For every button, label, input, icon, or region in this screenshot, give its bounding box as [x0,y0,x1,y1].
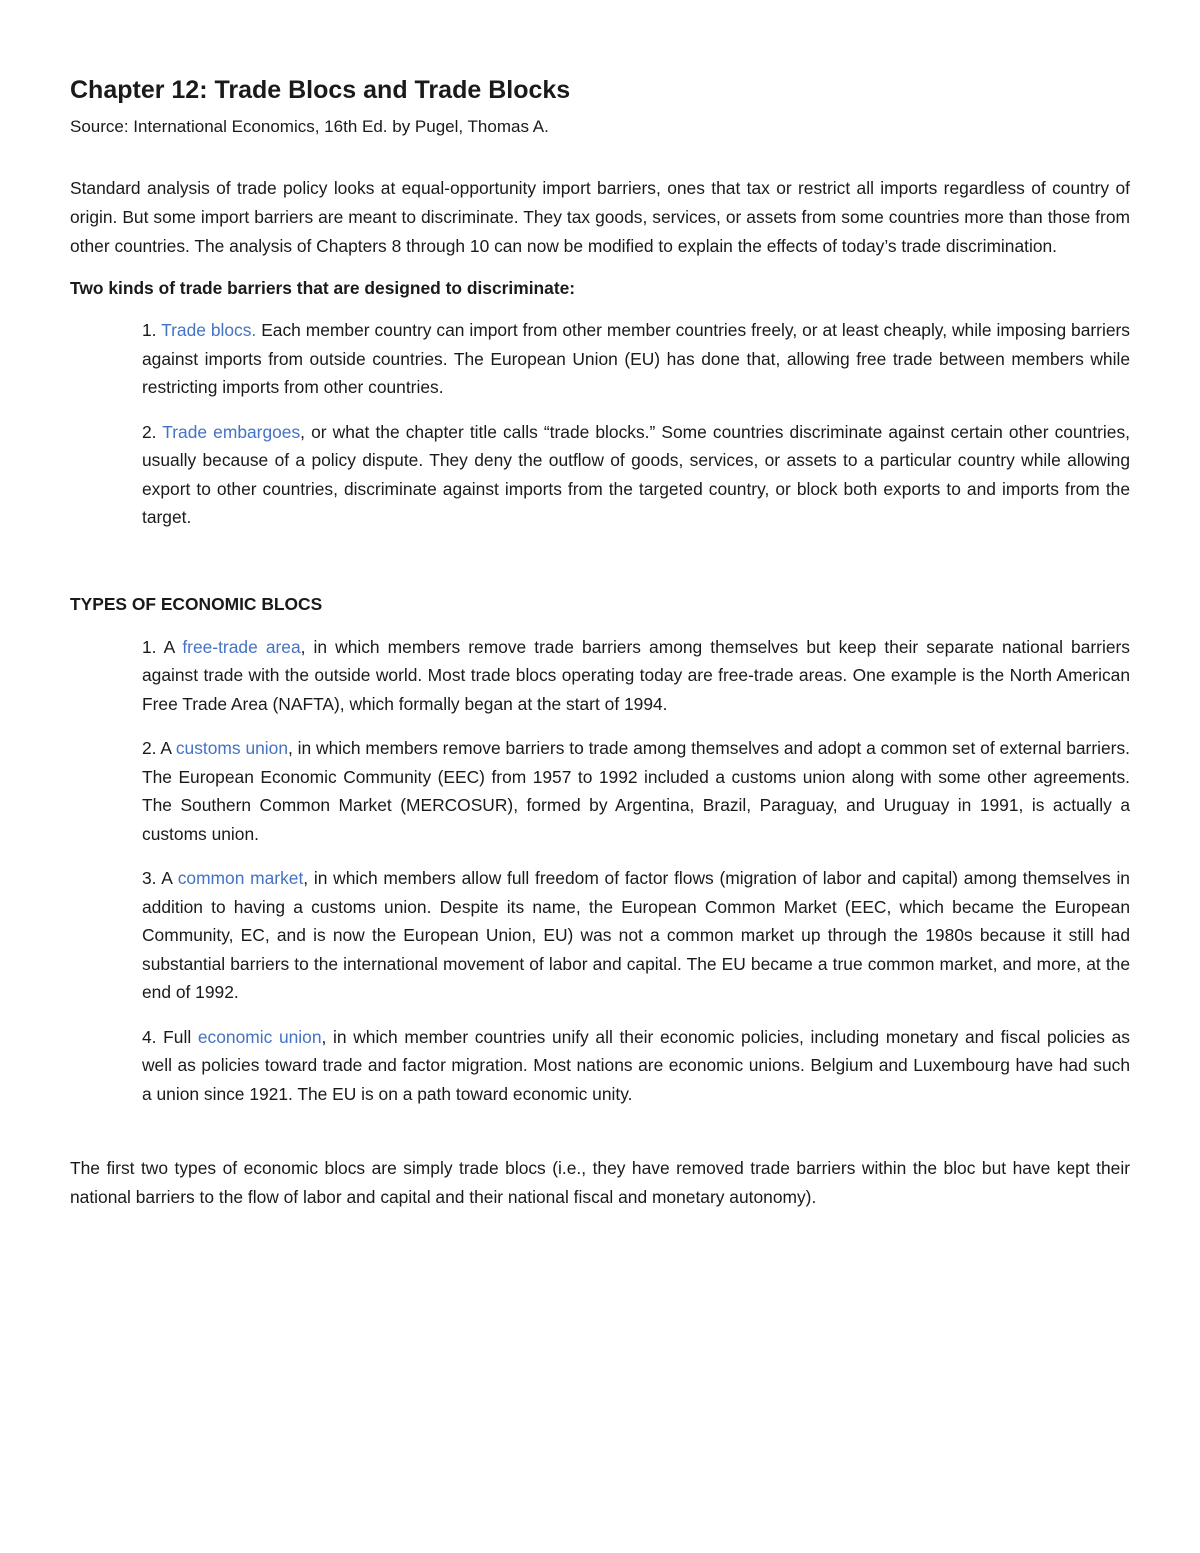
term-free-trade-area: free-trade area [182,636,301,657]
document-page [70,72,1130,1225]
types-heading: TYPES OF ECONOMIC BLOCS [70,593,323,614]
term-trade-embargoes: Trade embargoes [162,421,301,442]
chapter-title: Chapter 12: Trade Blocs and Trade Blocks [70,76,571,104]
intro-paragraph: Standard analysis of trade policy looks at equal-opportunity import barriers, ones that tax or restrict all imports regardless of country of origin. But some import barriers are meant to discriminate. They tax goods, services, or assets from some countries more than those from other countries. The analysis of Chapters 8 through 10 can now be modified to explain the effects of today’s trade discrimination. [70,178,1130,256]
item-number: 2. A [142,738,176,758]
item-number: 2. [142,421,163,442]
term-trade-blocs: Trade blocs. [161,320,257,340]
discrimination-item-trade-embargoes [142,418,1130,532]
conclusion-paragraph: The first two types of economic blocs are simply trade blocs (i.e., they have removed trade barriers within the bloc but have kept their national barriers to the flow of labor and capital and their national fiscal and monetary autonomy). [70,1158,1130,1207]
item-text: , or what the chapter title calls “trade blocks.” Some countries discriminate against certain other countries, usually because of a policy dispute. They deny the outflow of goods, services, or assets to a particular country while allowing export to other countries, discriminate against imports from the targeted country, or block both exports to and imports from the target. [142,421,1130,527]
term-customs-union: customs union [175,738,288,758]
item-number: 1. [142,320,162,340]
item-number: 3. A [142,868,178,888]
discrimination-heading: Two kinds of trade barriers that are designed to discriminate: [70,278,576,298]
item-number: 4. Full [142,1026,198,1047]
term-economic-union: economic union [197,1026,322,1047]
item-text: , in which members remove barriers to trade among themselves and adopt a common set of external barriers. The European Economic Community (EEC) from 1957 to 1992 included a customs union along with some other agreements. The Southern Common Market (MERCOSUR), formed by Argentina, Brazil, Paraguay, and Uruguay in 1991, is actually a customs union. [142,738,1130,844]
type-item-economic-union [142,1023,1130,1109]
item-text: , in which members remove trade barriers among themselves but keep their separate national barriers against trade with the outside world. Most trade blocs operating today are free-trade areas. One example is the North American Free Trade Area (NAFTA), which formally began at the start of 1994. [142,636,1130,714]
item-text: , in which members allow full freedom of factor flows (migration of labor and capital) among themselves in addition to having a customs union. Despite its name, the European Common Market (EEC, which became the European Community, EC, and is now the European Union, EU) was not a common market up through the 1980s because it still had substantial barriers to the international movement of labor and capital. The EU became a true common market, and more, at the end of 1992. [142,868,1130,1002]
term-common-market: common market [177,868,304,888]
item-text: , in which member countries unify all their economic policies, including monetary and fiscal policies as well as policies toward trade and factor migration. Most nations are economic unions. Belgium and Luxembourg have had such a union since 1921. The EU is on a path toward economic unity. [142,1026,1130,1104]
type-item-free-trade-area [142,633,1130,719]
source-citation: Source: International Economics, 16th Ed. by Pugel, Thomas A. [70,117,549,136]
discrimination-item-trade-blocs [142,316,1130,402]
item-number: 1. A [142,636,183,657]
type-item-common-market [142,864,1130,1007]
type-item-customs-union [142,734,1130,848]
item-text: Each member country can import from other member countries freely, or at least cheaply, while imposing barriers against imports from outside countries. The European Union (EU) has done that, allowing free trade between members while restricting imports from other countries. [142,320,1130,397]
